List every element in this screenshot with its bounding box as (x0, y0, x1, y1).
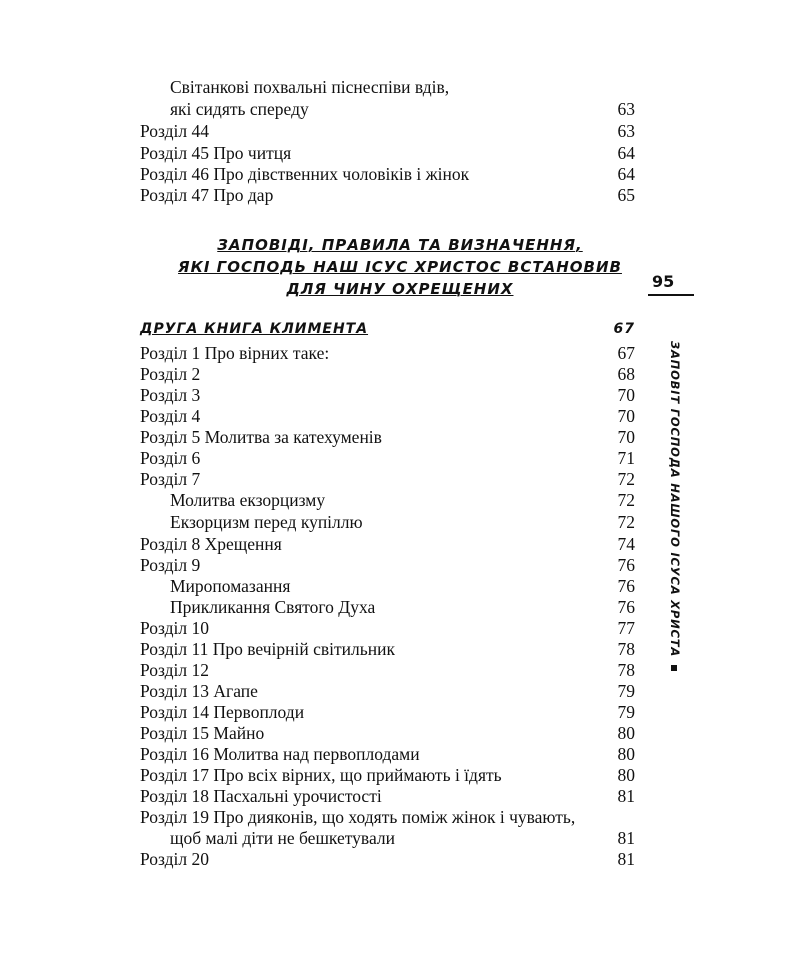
toc-entry-label: Розділ 15 Майно (140, 723, 265, 743)
toc-entry-page: 80 (617, 744, 635, 764)
toc-entry (0, 743, 800, 765)
toc-entry-page: 70 (617, 385, 635, 405)
toc-entry-label: Розділ 18 Пасхальні урочистості (140, 786, 382, 806)
toc-entry-page: 81 (617, 849, 635, 869)
section-heading (0, 318, 800, 340)
toc-entry-page: 70 (617, 427, 635, 447)
running-title-text: ЗАПОВІТ ГОСПОДА НАШОГО ІСУСА ХРИСТА (668, 341, 682, 658)
part-heading (130, 234, 670, 300)
toc-entry-label: Розділ 10 (140, 618, 210, 638)
toc-entry-label: Розділ 5 Молитва за катехуменів (140, 427, 382, 447)
section-page: 67 (613, 321, 635, 337)
toc-entry-page: 77 (617, 618, 635, 638)
toc-entry (0, 98, 800, 120)
toc-entry-label: Розділ 13 Агапе (140, 681, 258, 701)
toc-entry-label: Розділ 19 Про дияконів, що ходять поміж жінок і чувають, (140, 807, 576, 827)
toc-entry-label: Розділ 11 Про вечірній світильник (140, 639, 395, 659)
toc-entry-page: 81 (617, 828, 635, 848)
toc-entry-label: Молитва екзорцизму (170, 490, 326, 510)
toc-entry-page: 65 (617, 185, 635, 205)
toc-entry-label: Миропомазання (170, 576, 291, 596)
toc-entry-label: Розділ 8 Хрещення (140, 534, 282, 554)
toc-entry-label: Екзорцизм перед купіллю (170, 512, 363, 532)
toc-entry-label: Розділ 6 (140, 448, 201, 468)
toc-entry-page: 76 (617, 576, 635, 596)
toc-entry-page: 76 (617, 555, 635, 575)
toc-entry-page: 63 (617, 99, 635, 119)
toc-entry-label: Розділ 4 (140, 406, 201, 426)
toc-entry-label: які сидять спереду (170, 99, 309, 119)
toc-entry (0, 76, 800, 98)
toc-entry-label: Розділ 17 Про всіх вірних, що приймають і їдять (140, 765, 502, 785)
toc-entry (0, 680, 800, 702)
running-title (665, 341, 685, 658)
toc-entry (0, 764, 800, 786)
toc-entry (0, 163, 800, 185)
toc-entry-label: Розділ 1 Про вірних таке: (140, 343, 330, 363)
toc-entry-label: Розділ 9 (140, 555, 201, 575)
bullet-icon (672, 665, 678, 671)
toc-entry-label: Розділ 45 Про читця (140, 143, 292, 163)
toc-entry-label: Прикликання Святого Духа (170, 597, 376, 617)
toc-entry-page: 80 (617, 765, 635, 785)
toc-entry-page: 74 (617, 534, 635, 554)
toc-entry-page: 79 (617, 702, 635, 722)
toc-entry-page: 78 (617, 639, 635, 659)
page-number: 95 (652, 272, 675, 291)
toc-entry-page: 70 (617, 406, 635, 426)
toc-entry (0, 659, 800, 681)
toc-entry-page: 64 (617, 143, 635, 163)
toc-entry-page: 71 (617, 448, 635, 468)
toc-entry-page: 76 (617, 597, 635, 617)
toc-entry-page: 80 (617, 723, 635, 743)
toc-entry-label: Розділ 14 Первоплоди (140, 702, 305, 722)
toc-entry-page: 72 (617, 469, 635, 489)
toc-entry-page: 64 (617, 164, 635, 184)
part-heading-line: ДЛЯ ЧИНУ ОХРЕЩЕНИХ (286, 280, 514, 298)
toc-entry-label: Розділ 44 (140, 121, 210, 141)
toc-entry-page: 72 (617, 512, 635, 532)
toc-entry-label: Розділ 7 (140, 469, 201, 489)
toc-entry-page: 79 (617, 681, 635, 701)
toc-entry-label: Розділ 16 Молитва над первоплодами (140, 744, 420, 764)
page-number-rule (648, 294, 694, 296)
toc-entry (0, 827, 800, 849)
toc-entry-label: Розділ 2 (140, 364, 201, 384)
toc-entry (0, 785, 800, 807)
section-title: ДРУГА КНИГА КЛИМЕНТА (140, 321, 369, 337)
toc-entry-page: 67 (617, 343, 635, 363)
toc-entry (0, 848, 800, 870)
toc-entry (0, 722, 800, 744)
toc-entry-page: 81 (617, 786, 635, 806)
part-heading-line: ЯКІ ГОСПОДЬ НАШ ІСУС ХРИСТОС ВСТАНОВИВ (178, 258, 622, 276)
toc-entry-label: Розділ 47 Про дар (140, 185, 274, 205)
toc-entry-label: Розділ 20 (140, 849, 210, 869)
toc-entry (0, 184, 800, 206)
toc-entry (0, 120, 800, 142)
part-heading-line: ЗАПОВІДІ, ПРАВИЛА ТА ВИЗНАЧЕННЯ, (217, 236, 583, 254)
toc-entry-label: Розділ 3 (140, 385, 201, 405)
toc-entry-page: 68 (617, 364, 635, 384)
toc-entry-page: 72 (617, 490, 635, 510)
toc-entry (0, 701, 800, 723)
toc-entry-label: щоб малі діти не бешкетували (170, 828, 395, 848)
toc-entry-label: Розділ 12 (140, 660, 210, 680)
toc-entry-label: Світанкові похвальні піснеспіви вдів, (170, 77, 450, 97)
toc-entry (0, 142, 800, 164)
toc-entry-page: 63 (617, 121, 635, 141)
toc-entry-label: Розділ 46 Про дівственних чоловіків і жінок (140, 164, 470, 184)
toc-entry-page: 78 (617, 660, 635, 680)
toc-entry (0, 806, 800, 828)
